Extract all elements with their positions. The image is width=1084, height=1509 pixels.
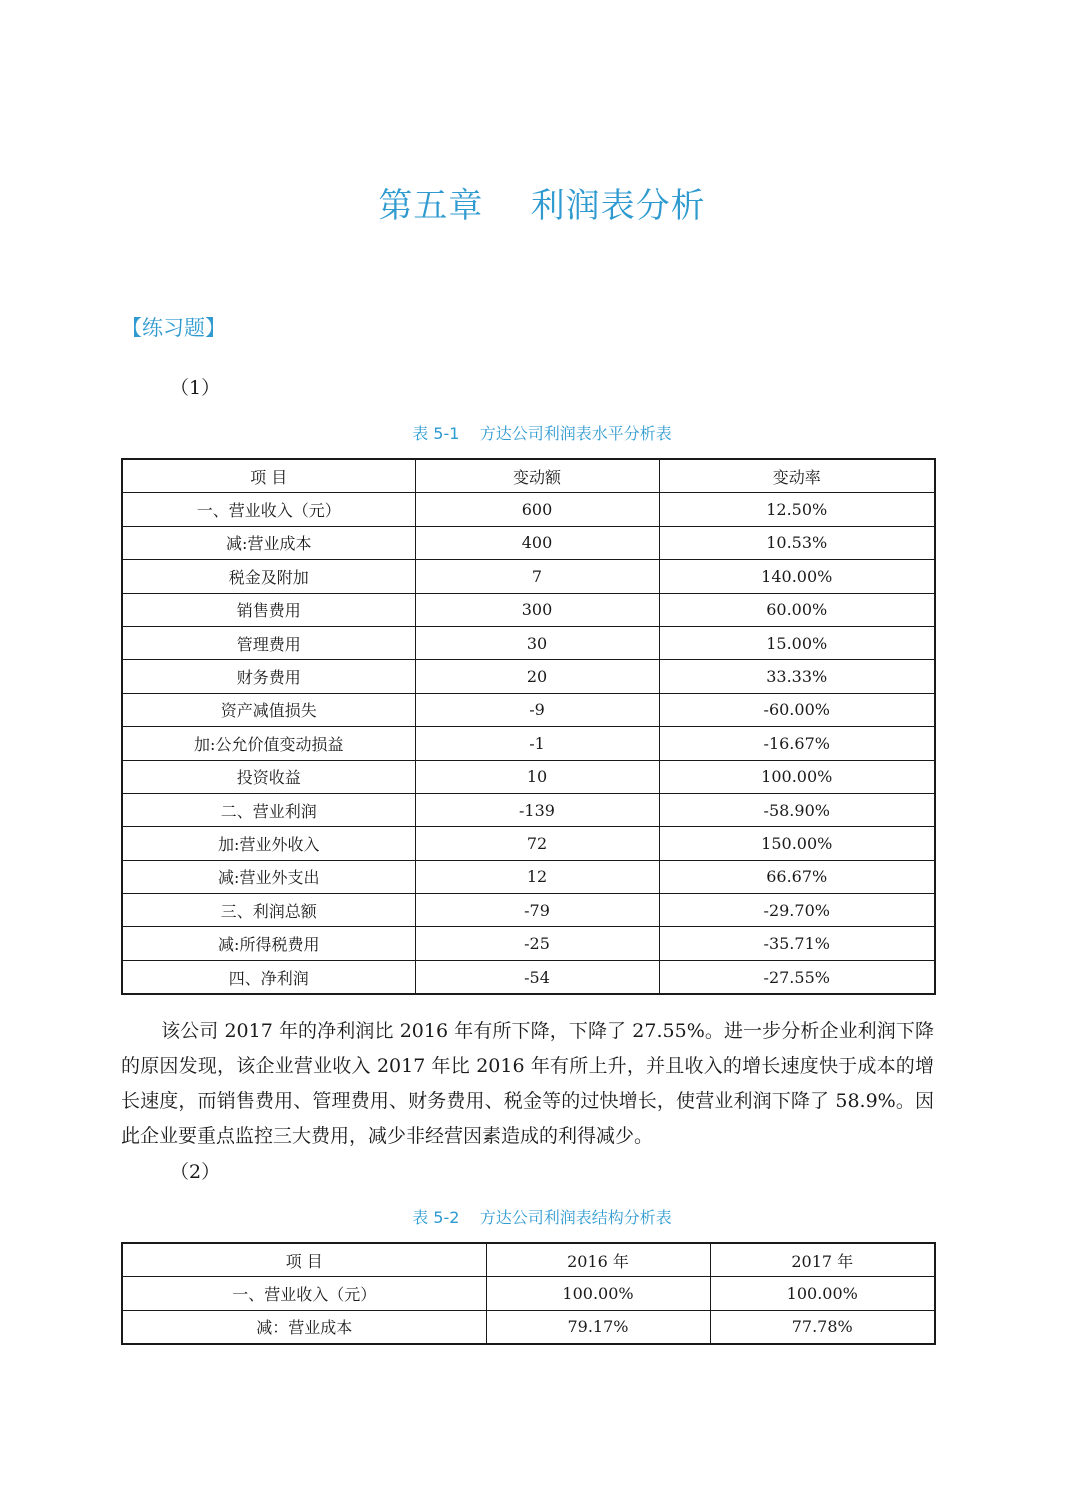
row-change-amount: -1 [415,727,659,760]
row-change-rate: 60.00% [659,593,935,626]
row-item: 二、营业利润 [122,793,415,826]
row-2016-value: 79.17% [486,1310,710,1344]
row-change-amount: -54 [415,960,659,994]
table-header-row [122,1243,935,1277]
table-row [122,560,935,593]
row-change-amount: 72 [415,827,659,860]
table-row [122,960,935,994]
table-row [122,793,935,826]
table-row [122,526,935,559]
row-item: 减:营业外支出 [122,860,415,893]
table-row [122,827,935,860]
row-item: 税金及附加 [122,560,415,593]
row-change-rate: -27.55% [659,960,935,994]
row-change-amount: -25 [415,927,659,960]
row-change-rate: -58.90% [659,793,935,826]
table-row [122,927,935,960]
row-change-rate: 66.67% [659,860,935,893]
row-2017-value: 100.00% [710,1277,935,1310]
table-row [122,727,935,760]
row-change-amount: 30 [415,626,659,659]
part1-label: （1） [170,377,221,399]
section-heading: 【练习题】 [121,316,226,340]
row-item: 三、利润总额 [122,894,415,927]
table-row [122,493,935,526]
column-header-item: 项 目 [122,459,415,493]
row-change-amount: 400 [415,526,659,559]
row-item: 投资收益 [122,760,415,793]
row-change-rate: -35.71% [659,927,935,960]
row-item: 减:营业成本 [122,526,415,559]
column-header-2017: 2017 年 [710,1243,935,1277]
horizontal-analysis-table [121,458,936,995]
row-change-amount: -9 [415,693,659,726]
row-item: 管理费用 [122,626,415,659]
table-row [122,1310,935,1344]
row-change-rate: 33.33% [659,660,935,693]
row-2017-value: 77.78% [710,1310,935,1344]
row-item: 资产减值损失 [122,693,415,726]
row-change-amount: 10 [415,760,659,793]
table-row [122,660,935,693]
row-item: 销售费用 [122,593,415,626]
column-header-change-amount: 变动额 [415,459,659,493]
column-header-item: 项 目 [122,1243,486,1277]
row-change-amount: 600 [415,493,659,526]
table-row [122,593,935,626]
row-item: 一、营业收入（元） [122,1277,486,1310]
structural-analysis-table [121,1242,936,1345]
row-change-rate: 100.00% [659,760,935,793]
row-change-rate: -29.70% [659,894,935,927]
row-item: 一、营业收入（元） [122,493,415,526]
table-row [122,860,935,893]
row-2016-value: 100.00% [486,1277,710,1310]
row-change-amount: -79 [415,894,659,927]
row-item: 财务费用 [122,660,415,693]
row-change-rate: -60.00% [659,693,935,726]
row-item: 减:所得税费用 [122,927,415,960]
row-change-amount: 7 [415,560,659,593]
chapter-title: 第五章 利润表分析 [378,186,706,226]
table-row [122,760,935,793]
row-change-rate: 150.00% [659,827,935,860]
table-row [122,693,935,726]
part2-label: （2） [170,1161,221,1183]
column-header-change-rate: 变动率 [659,459,935,493]
table-header-row [122,459,935,493]
row-item: 加:公允价值变动损益 [122,727,415,760]
table-row [122,626,935,659]
row-change-amount: 20 [415,660,659,693]
row-change-rate: 140.00% [659,560,935,593]
column-header-2016: 2016 年 [486,1243,710,1277]
row-change-rate: -16.67% [659,727,935,760]
table2-caption: 表 5-2 方达公司利润表结构分析表 [412,1208,672,1227]
table-row [122,1277,935,1310]
table1-caption: 表 5-1 方达公司利润表水平分析表 [412,424,672,443]
row-item: 四、净利润 [122,960,415,994]
row-change-rate: 12.50% [659,493,935,526]
table-row [122,894,935,927]
row-change-amount: 12 [415,860,659,893]
row-item: 加:营业外收入 [122,827,415,860]
analysis-paragraph: 该公司 2017 年的净利润比 2016 年有所下降，下降了 27.55%。进一步分析企业利润下降的原因发现，该企业营业收入 2017 年比 2016 年有所上升，并且收入的增长速度快于成本的增长速度，而销售费用、管理费用、财务费用、税金等的过快增长，使营业利润下降了 58.9%。因此企业要重点监控三大费用，减少非经营因素造成的利得减少。 [121,1020,934,1147]
row-change-rate: 15.00% [659,626,935,659]
row-change-amount: 300 [415,593,659,626]
row-change-rate: 10.53% [659,526,935,559]
row-item: 减：营业成本 [122,1310,486,1344]
row-change-amount: -139 [415,793,659,826]
